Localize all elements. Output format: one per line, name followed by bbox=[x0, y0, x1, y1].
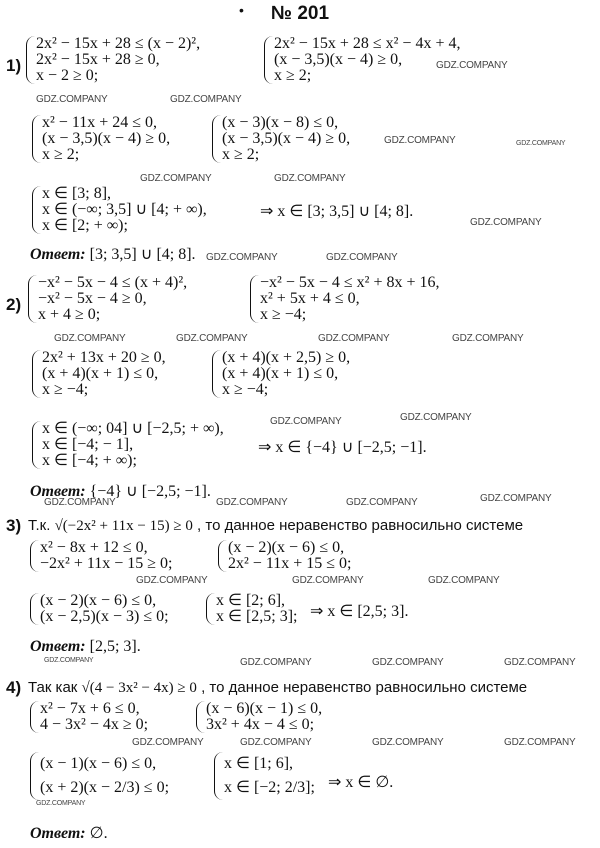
problem-2-system-a bbox=[28, 275, 187, 323]
problem-4-system-d bbox=[214, 752, 315, 800]
watermark: GDZ.COMPANY bbox=[240, 657, 312, 668]
system-row: x ∈ [−4; − 1], bbox=[42, 436, 134, 453]
system-row: x² − 7x + 6 ≤ 0, bbox=[40, 700, 140, 717]
system-row: x ≥ 2; bbox=[274, 67, 312, 84]
watermark: GDZ.COMPANY bbox=[140, 173, 212, 184]
system-row: (x − 6)(x − 1) ≤ 0, bbox=[206, 700, 323, 717]
system-row: x ∈ [2; 6], bbox=[216, 592, 286, 609]
problem-3-system-d bbox=[206, 593, 297, 625]
problem-3-system-c bbox=[30, 593, 169, 625]
system-row: x ∈ [1; 6], bbox=[224, 755, 294, 772]
problem-4-system-a bbox=[30, 701, 148, 733]
system-row: −2x² + 11x − 15 ≥ 0; bbox=[40, 555, 173, 572]
system-row: x² − 11x + 24 ≤ 0, bbox=[42, 114, 158, 131]
system-row: x ≥ −4; bbox=[42, 381, 89, 398]
system-row: (x − 3)(x − 8) ≤ 0, bbox=[222, 114, 339, 131]
watermark: GDZ.COMPANY bbox=[452, 333, 524, 344]
watermark: GDZ.COMPANY bbox=[206, 252, 278, 263]
system-row: (x − 2,5)(x − 3) ≤ 0; bbox=[40, 608, 169, 625]
intro-prefix: Т.к. bbox=[28, 517, 51, 534]
watermark: GDZ.COMPANY bbox=[36, 800, 86, 807]
watermark: GDZ.COMPANY bbox=[400, 412, 472, 423]
system-row: (x + 4)(x + 2,5) ≥ 0, bbox=[222, 349, 351, 366]
problem-3-result: ⇒ x ∈ [2,5; 3]. bbox=[310, 603, 409, 620]
system-row: x ≥ −4; bbox=[222, 381, 269, 398]
system-row: (x − 3,5)(x − 4) ≥ 0, bbox=[274, 51, 403, 68]
problem-2-system-c bbox=[32, 350, 166, 398]
watermark: GDZ.COMPANY bbox=[516, 140, 566, 147]
problem-3-system-a bbox=[30, 540, 173, 572]
system-row: −x² − 5x − 4 ≤ x² + 8x + 16, bbox=[260, 274, 440, 291]
watermark: GDZ.COMPANY bbox=[36, 94, 108, 105]
system-row: x² − 8x + 12 ≤ 0, bbox=[40, 539, 148, 556]
system-row: x ≥ 2; bbox=[42, 146, 80, 163]
problem-4-number: 4) bbox=[6, 678, 22, 697]
system-row: 2x² − 15x + 28 ≤ (x − 2)², bbox=[36, 35, 201, 52]
watermark: GDZ.COMPANY bbox=[132, 737, 204, 748]
system-row: −x² − 5x − 4 ≤ (x + 4)², bbox=[38, 274, 188, 291]
system-row: x ∈ [2; + ∞); bbox=[42, 217, 128, 234]
watermark: GDZ.COMPANY bbox=[54, 333, 126, 344]
watermark: GDZ.COMPANY bbox=[176, 333, 248, 344]
intro-prefix: Так как bbox=[28, 679, 78, 696]
watermark: GDZ.COMPANY bbox=[372, 737, 444, 748]
watermark: GDZ.COMPANY bbox=[504, 657, 576, 668]
system-row: x ≥ 2; bbox=[222, 146, 260, 163]
system-row: 2x² + 13x + 20 ≥ 0, bbox=[42, 349, 166, 366]
problem-1-result: ⇒ x ∈ [3; 3,5] ∪ [4; 8]. bbox=[260, 203, 414, 220]
system-row: x ∈ [3; 8], bbox=[42, 185, 112, 202]
watermark: GDZ.COMPANY bbox=[136, 575, 208, 586]
problem-4-answer bbox=[30, 823, 108, 843]
system-row: x − 2 ≥ 0; bbox=[36, 67, 99, 84]
system-row: (x − 3,5)(x − 4) ≥ 0, bbox=[222, 130, 351, 147]
system-row: x ≥ −4; bbox=[260, 306, 307, 323]
problem-1-system-e bbox=[32, 186, 207, 234]
watermark: GDZ.COMPANY bbox=[274, 173, 346, 184]
watermark: GDZ.COMPANY bbox=[428, 575, 500, 586]
system-row: (x + 4)(x + 1) ≤ 0, bbox=[222, 365, 339, 382]
problem-1-system-c bbox=[32, 115, 170, 163]
problem-1-system-b bbox=[264, 36, 460, 84]
watermark: GDZ.COMPANY bbox=[436, 60, 508, 71]
watermark: GDZ.COMPANY bbox=[44, 497, 116, 508]
page-title: № 201 bbox=[270, 3, 330, 24]
watermark: GDZ.COMPANY bbox=[480, 493, 552, 504]
watermark: GDZ.COMPANY bbox=[326, 252, 398, 263]
watermark: GDZ.COMPANY bbox=[470, 217, 542, 228]
watermark: GDZ.COMPANY bbox=[44, 657, 94, 664]
system-row: x ∈ (−∞; 3,5] ∪ [4; + ∞), bbox=[42, 201, 207, 218]
problem-1-number: 1) bbox=[6, 56, 22, 75]
decorative-dot: • bbox=[239, 2, 244, 18]
answer-value: ∅. bbox=[89, 825, 108, 842]
system-row: x² + 5x + 4 ≤ 0, bbox=[260, 290, 360, 307]
problem-2-system-d bbox=[212, 350, 350, 398]
watermark: GDZ.COMPANY bbox=[240, 737, 312, 748]
answer-label: Ответ: bbox=[30, 825, 86, 842]
problem-2-result: ⇒ x ∈ {−4} ∪ [−2,5; −1]. bbox=[258, 439, 427, 456]
watermark: GDZ.COMPANY bbox=[216, 497, 288, 508]
system-row: 2x² − 11x + 15 ≤ 0; bbox=[228, 555, 352, 572]
system-row: 2x² − 15x + 28 ≤ x² − 4x + 4, bbox=[274, 35, 461, 52]
watermark: GDZ.COMPANY bbox=[170, 94, 242, 105]
watermark: GDZ.COMPANY bbox=[292, 575, 364, 586]
problem-4-intro bbox=[28, 679, 527, 697]
problem-1-system-d bbox=[212, 115, 350, 163]
watermark: GDZ.COMPANY bbox=[346, 497, 418, 508]
intro-math: √(4 − 3x² − 4x) ≥ 0 bbox=[81, 680, 197, 696]
answer-label: Ответ: bbox=[30, 638, 86, 655]
watermark: GDZ.COMPANY bbox=[318, 333, 390, 344]
watermark: GDZ.COMPANY bbox=[270, 416, 342, 427]
problem-4-result: ⇒ x ∈ ∅. bbox=[328, 774, 394, 791]
system-row: (x − 2)(x − 6) ≤ 0, bbox=[228, 539, 345, 556]
system-row: x ∈ [−4; + ∞); bbox=[42, 452, 137, 469]
answer-value: {−4} ∪ [−2,5; −1]. bbox=[89, 483, 211, 500]
system-row: −x² − 5x − 4 ≥ 0, bbox=[38, 290, 147, 307]
system-row: (x + 2)(x − 2/3) ≤ 0; bbox=[40, 779, 170, 796]
answer-label: Ответ: bbox=[30, 246, 86, 263]
system-row: (x − 2)(x − 6) ≤ 0, bbox=[40, 592, 157, 609]
watermark: GDZ.COMPANY bbox=[384, 135, 456, 146]
problem-3-answer bbox=[30, 638, 141, 656]
problem-3-system-b bbox=[218, 540, 351, 572]
answer-label: Ответ: bbox=[30, 483, 86, 500]
system-row: 2x² − 15x + 28 ≥ 0, bbox=[36, 51, 160, 68]
problem-2-number: 2) bbox=[6, 295, 22, 314]
problem-2-system-e bbox=[32, 421, 224, 469]
answer-value: [2,5; 3]. bbox=[89, 638, 141, 655]
system-row: x + 4 ≥ 0; bbox=[38, 306, 101, 323]
system-row: (x + 4)(x + 1) ≤ 0, bbox=[42, 365, 159, 382]
problem-4-system-c bbox=[30, 752, 169, 800]
intro-math: √(−2x² + 11x − 15) ≥ 0 bbox=[54, 518, 193, 534]
problem-4-system-b bbox=[196, 701, 322, 733]
system-row: x ∈ [−2; 2/3]; bbox=[224, 779, 315, 796]
problem-3-number: 3) bbox=[6, 516, 22, 535]
system-row: 4 − 3x² − 4x ≥ 0; bbox=[40, 716, 149, 733]
problem-2-system-b bbox=[250, 275, 440, 323]
system-row: (x − 3,5)(x − 4) ≥ 0, bbox=[42, 130, 171, 147]
watermark: GDZ.COMPANY bbox=[372, 657, 444, 668]
system-row: 3x² + 4x − 4 ≤ 0; bbox=[206, 716, 315, 733]
intro-suffix: , то данное неравенство равносильно системе bbox=[197, 517, 524, 534]
problem-1-answer bbox=[30, 244, 196, 264]
answer-value: [3; 3,5] ∪ [4; 8]. bbox=[89, 246, 196, 263]
watermark: GDZ.COMPANY bbox=[504, 737, 576, 748]
problem-1-system-a bbox=[26, 36, 200, 84]
system-row: x ∈ (−∞; 04] ∪ [−2,5; + ∞), bbox=[42, 420, 224, 437]
system-row: x ∈ [2,5; 3]; bbox=[216, 608, 298, 625]
problem-3-intro bbox=[28, 517, 523, 535]
intro-suffix: , то данное неравенство равносильно системе bbox=[201, 679, 528, 696]
system-row: (x − 1)(x − 6) ≤ 0, bbox=[40, 755, 157, 772]
